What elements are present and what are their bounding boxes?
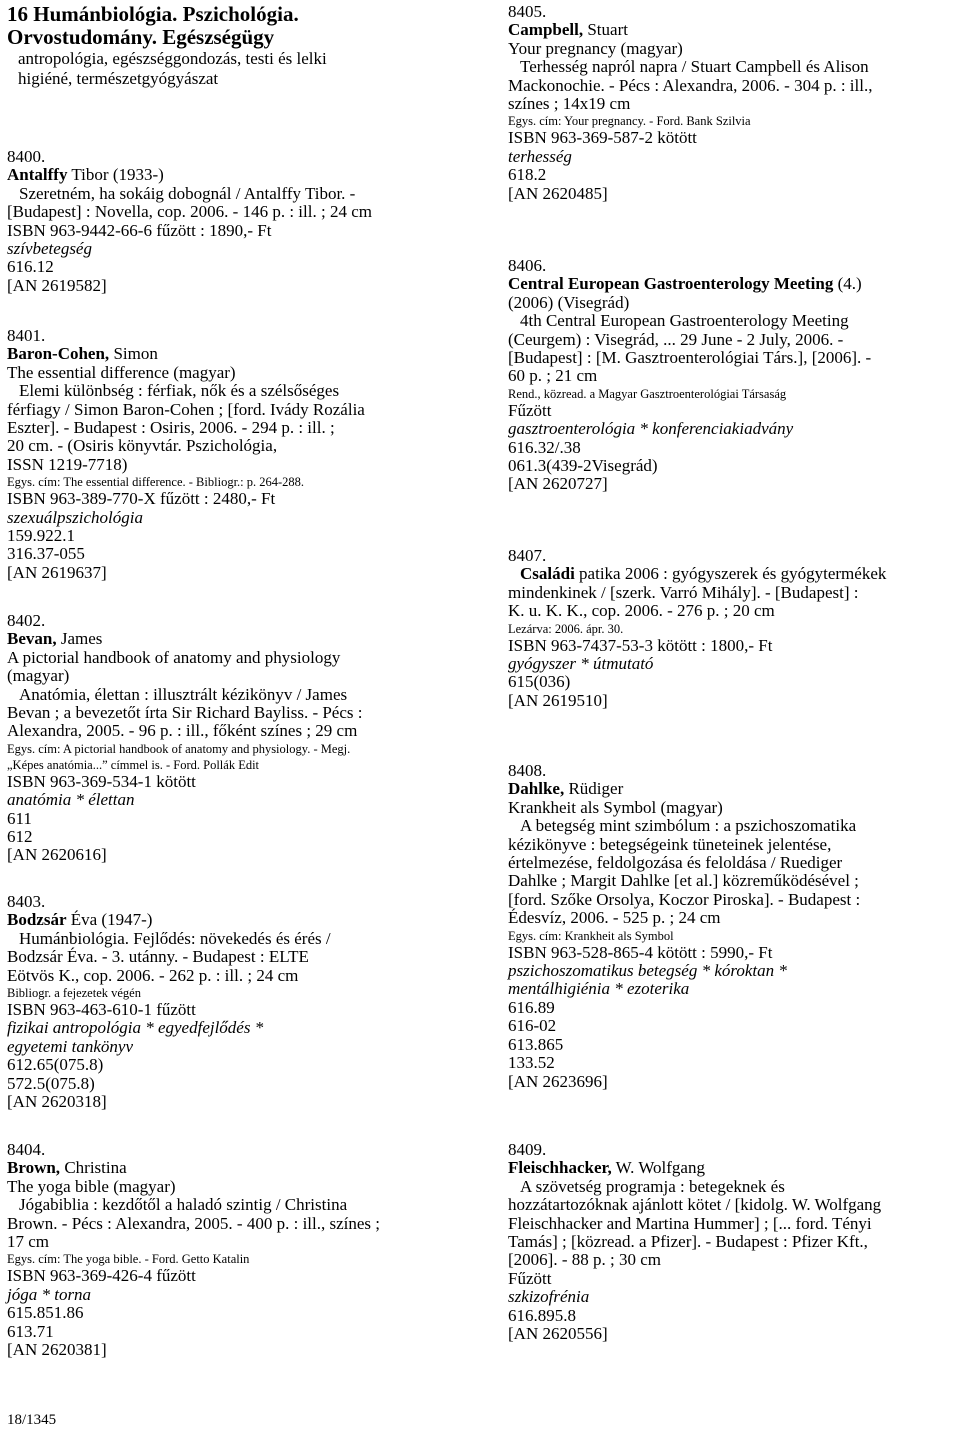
entry-note: Egys. cím: The yoga bible. - Ford. Getto Katalin	[7, 1252, 250, 1267]
entry-line: Bodzsár Éva. - 3. utánny. - Budapest : ELTE	[7, 947, 309, 967]
entry-number: 8408.	[508, 761, 547, 780]
entry-number: 8406.	[508, 256, 547, 275]
entry-line: 133.52	[508, 1053, 555, 1073]
entry-line: [AN 2620318]	[7, 1092, 107, 1112]
entry-line: 612.65(075.8)	[7, 1055, 104, 1075]
entry-author-name: Campbell,	[508, 20, 584, 40]
entry-line: [ford. Szőke Orsolya, Koczor Piroska]. - Budapest :	[508, 889, 861, 909]
entry-number: 8402.	[7, 611, 46, 630]
subject-terms: mentálhigiénia * ezoterika	[508, 979, 690, 999]
entry-line: 17 cm	[7, 1232, 50, 1252]
entry-author-rest: W. Wolfgang	[611, 1158, 705, 1178]
entry-heading	[7, 630, 485, 648]
entry-line: 615.851.86	[7, 1303, 84, 1323]
entry-line: Szeretném, ha sokáig dobognál / Antalffy Tibor. -	[19, 183, 356, 203]
entry-author-name: Bodzsár	[7, 910, 67, 930]
entry-note: Bibliogr. a fejezetek végén	[7, 986, 141, 1001]
entry-author-rest: (4.)	[833, 274, 862, 294]
entry-line: The essential difference (magyar)	[7, 362, 236, 382]
entry-line: 616.32/.38	[508, 437, 581, 457]
entry-line: 612	[7, 827, 33, 847]
entry-line: 616.12	[7, 257, 54, 277]
subject-terms: terhesség	[508, 146, 572, 166]
entry-author-name: Baron-Cohen,	[7, 344, 110, 364]
entry-heading	[7, 345, 485, 363]
catalog-entry	[508, 547, 958, 710]
entry-line: Jógabiblia : kezdőtől a haladó szintig / Christina	[19, 1195, 348, 1215]
page-number: 18/1345	[7, 1412, 57, 1428]
catalog-entry	[508, 257, 958, 494]
section-title-line-2: Orvostudomány. Egészségügy	[7, 25, 275, 49]
entry-author-rest: patika 2006 : gyógyszerek és gyógytermékek	[574, 564, 887, 584]
entry-line: Humánbiológia. Fejlődés: növekedés és érés /	[19, 928, 331, 948]
entry-line: 611	[7, 808, 32, 828]
entry-note: Egys. cím: Your pregnancy. - Ford. Bank Szilvia	[508, 114, 751, 129]
entry-line: ISBN 963-369-426-4 fűzött	[7, 1266, 196, 1286]
entry-line: (2006) (Visegrád)	[508, 292, 630, 312]
entry-line: [Budapest] : [M. Gasztroenterológiai Társ.], [2006]. -	[508, 348, 872, 368]
entry-line: férfiagy / Simon Baron-Cohen ; [ford. Ivády Rozália	[7, 399, 365, 419]
entry-line: Krankheit als Symbol (magyar)	[508, 797, 723, 817]
entry-line: A pictorial handbook of anatomy and physiology	[7, 647, 341, 667]
entry-author-name: Családi	[520, 564, 575, 584]
entry-line: hozzátartozóknak ajánlott kötet / [kidolg. W. Wolfgang	[508, 1195, 882, 1215]
entry-line: 159.922.1	[7, 526, 75, 546]
entry-author-name: Brown,	[7, 1158, 61, 1178]
entry-author-rest: Christina	[60, 1158, 127, 1178]
entry-line: 572.5(075.8)	[7, 1073, 95, 1093]
entry-line: [Budapest] : Novella, cop. 2006. - 146 p. : ill. ; 24 cm	[7, 202, 372, 222]
entry-author-rest: Éva (1947-)	[66, 910, 153, 930]
entry-line: Fűzött	[508, 1268, 552, 1288]
entry-number: 8405.	[508, 2, 547, 21]
entry-heading	[508, 565, 958, 583]
entry-line: Eötvös K., cop. 2006. - 262 p. : ill. ; 24 cm	[7, 965, 299, 985]
entry-line: 4th Central European Gastroenterology Meeting	[520, 311, 849, 331]
catalog-entry	[7, 327, 485, 582]
section-header	[7, 3, 477, 89]
entry-line: ISSN 1219-7718)	[7, 454, 128, 474]
entry-number: 8407.	[508, 546, 547, 565]
entry-line: [2006]. - 88 p. ; 30 cm	[508, 1250, 661, 1270]
entry-line: ISBN 963-389-770-X fűzött : 2480,- Ft	[7, 489, 276, 509]
entry-line: ISBN 963-369-587-2 kötött	[508, 128, 697, 148]
catalog-entry	[7, 148, 485, 295]
entry-heading	[508, 21, 958, 39]
entry-author-name: Bevan,	[7, 629, 57, 649]
entry-line: 616.895.8	[508, 1305, 576, 1325]
entry-line: 615(036)	[508, 672, 571, 692]
entry-line: 613.865	[508, 1034, 564, 1054]
entry-line: 616-02	[508, 1016, 557, 1036]
entry-author-rest: Tibor (1933-)	[67, 165, 164, 185]
entry-line: [AN 2620381]	[7, 1340, 107, 1360]
section-title-line-1: 16 Humánbiológia. Pszichológia.	[7, 2, 299, 26]
entry-note: Lezárva: 2006. ápr. 30.	[508, 621, 624, 636]
catalog-entry	[508, 762, 958, 1091]
entry-line: ISBN 963-369-534-1 kötött	[7, 771, 196, 791]
entry-line: (Ceurgem) : Visegrád, ... 29 June - 2 July, 2006. -	[508, 329, 844, 349]
entry-note: „Képes anatómia...” címmel is. - Ford. Pollák Edit	[7, 757, 260, 772]
section-subtitle-line-1: antropológia, egészséggondozás, testi és lelki	[18, 49, 327, 68]
entry-line: [AN 2619582]	[7, 275, 107, 295]
entry-line: 60 p. ; 21 cm	[508, 366, 598, 386]
entry-line: Anatómia, élettan : illusztrált kézikönyv / James	[19, 684, 348, 704]
entry-number: 8403.	[7, 892, 46, 911]
entry-line: [AN 2619510]	[508, 690, 608, 710]
entry-line: Dahlke ; Margit Dahlke [et al.] közreműködésével ;	[508, 871, 859, 891]
entry-line: értelmezése, feldolgozása és feloldása / Ruediger	[508, 853, 843, 873]
entry-line: Elemi különbség : férfiak, nők és a szélsőséges	[19, 381, 340, 401]
entry-number: 8400.	[7, 147, 46, 166]
entry-line: K. u. K. K., cop. 2006. - 276 p. ; 20 cm	[508, 601, 775, 621]
entry-heading	[7, 911, 485, 929]
subject-terms: gyógyszer * útmutató	[508, 654, 654, 674]
entry-line: színes ; 14x19 cm	[508, 94, 631, 114]
entry-author-rest: James	[56, 629, 103, 649]
entry-line: Fűzött	[508, 400, 552, 420]
entry-line: ISBN 963-7437-53-3 kötött : 1800,- Ft	[508, 635, 773, 655]
entry-line: Tamás] ; [közread. a Pfizer]. - Budapest : Pfizer Kft.,	[508, 1232, 868, 1252]
entry-line: Bevan ; a bevezetőt írta Sir Richard Bayliss. - Pécs :	[7, 703, 363, 723]
section-subtitle-line-2: higiéné, természetgyógyászat	[18, 69, 219, 88]
entry-line: Brown. - Pécs : Alexandra, 2005. - 400 p. : ill., színes ;	[7, 1213, 381, 1233]
entry-line: 20 cm. - (Osiris könyvtár. Pszichológia,	[7, 436, 278, 456]
entry-author-name: Central European Gastroenterology Meeting	[508, 274, 834, 294]
entry-line: [AN 2619637]	[7, 562, 107, 582]
subject-terms: egyetemi tankönyv	[7, 1036, 134, 1056]
entry-note: Egys. cím: Krankheit als Symbol	[508, 928, 674, 943]
entry-author-rest: Stuart	[583, 20, 628, 40]
subject-terms: pszichoszomatikus betegség * kóroktan *	[508, 961, 787, 981]
entry-line: 316.37-055	[7, 544, 85, 564]
entry-line: Édesvíz, 2006. - 525 p. ; 24 cm	[508, 908, 721, 928]
entry-heading	[508, 275, 958, 293]
subject-terms: szexuálpszichológia	[7, 507, 143, 527]
entry-note: Egys. cím: The essential difference. - Bibliogr.: p. 264-288.	[7, 475, 305, 490]
entry-line: (magyar)	[7, 666, 70, 686]
subject-terms: jóga * torna	[7, 1284, 92, 1304]
catalog-entry	[7, 893, 485, 1111]
entry-line: Your pregnancy (magyar)	[508, 38, 683, 58]
entry-line: The yoga bible (magyar)	[7, 1176, 176, 1196]
entry-line: Eszter]. - Budapest : Osiris, 2006. - 294 p. : ill. ;	[7, 418, 335, 438]
subject-terms: gasztroenterológia * konferenciakiadvány	[508, 419, 794, 439]
entry-author-name: Dahlke,	[508, 779, 565, 799]
catalog-entry	[7, 612, 485, 865]
subject-terms: szívbetegség	[7, 239, 92, 259]
entry-line: 618.2	[508, 165, 547, 185]
catalog-entry	[7, 1141, 485, 1359]
entry-author-name: Antalffy	[7, 165, 68, 185]
entry-author-rest: Rüdiger	[564, 779, 624, 799]
entry-line: Alexandra, 2005. - 96 p. : ill., főként színes ; 29 cm	[7, 721, 358, 741]
subject-terms: szkizofrénia	[508, 1287, 590, 1307]
entry-line: Terhesség napról napra / Stuart Campbell és Alison	[520, 57, 869, 77]
entry-number: 8409.	[508, 1140, 547, 1159]
entry-heading	[7, 1159, 485, 1177]
entry-line: [AN 2620616]	[7, 845, 107, 865]
entry-line: A szövetség programja : betegeknek és	[520, 1176, 785, 1196]
entry-line: [AN 2620485]	[508, 183, 608, 203]
entry-line: ISBN 963-528-865-4 kötött : 5990,- Ft	[508, 942, 773, 962]
entry-line: [AN 2620727]	[508, 474, 608, 494]
subject-terms: anatómia * élettan	[7, 790, 135, 810]
entry-author-rest: Simon	[109, 344, 158, 364]
entry-line: Fleischhacker and Martina Hummer] ; [... ford. Tényi	[508, 1213, 872, 1233]
entry-line: [AN 2623696]	[508, 1071, 608, 1091]
entry-line: Mackonochie. - Pécs : Alexandra, 2006. - 304 p. : ill.,	[508, 75, 873, 95]
entry-line: mindenkinek / [szerk. Varró Mihály]. - [Budapest] :	[508, 582, 859, 602]
entry-note: Rend., közread. a Magyar Gasztroenterológiai Társaság	[508, 386, 787, 401]
catalog-entry	[508, 1141, 958, 1343]
entry-line: A betegség mint szimbólum : a pszichoszomatika	[520, 816, 857, 836]
entry-heading	[508, 780, 958, 798]
entry-line: 616.89	[508, 997, 555, 1017]
entry-author-name: Fleischhacker,	[508, 1158, 612, 1178]
entry-line: [AN 2620556]	[508, 1324, 608, 1344]
entry-heading	[7, 166, 485, 184]
entry-line: ISBN 963-463-610-1 fűzött	[7, 1000, 196, 1020]
entry-line: ISBN 963-9442-66-6 fűzött : 1890,- Ft	[7, 220, 272, 240]
entry-note: Egys. cím: A pictorial handbook of anatomy and physiology. - Megj.	[7, 741, 351, 756]
entry-number: 8404.	[7, 1140, 46, 1159]
entry-line: 613.71	[7, 1321, 54, 1341]
entry-number: 8401.	[7, 326, 46, 345]
entry-line: kézikönyve : betegségeink tüneteinek jelentése,	[508, 834, 832, 854]
subject-terms: fizikai antropológia * egyedfejlődés *	[7, 1018, 264, 1038]
entry-line: 061.3(439-2Visegrád)	[508, 456, 658, 476]
entry-heading	[508, 1159, 958, 1177]
catalog-entry	[508, 3, 958, 203]
